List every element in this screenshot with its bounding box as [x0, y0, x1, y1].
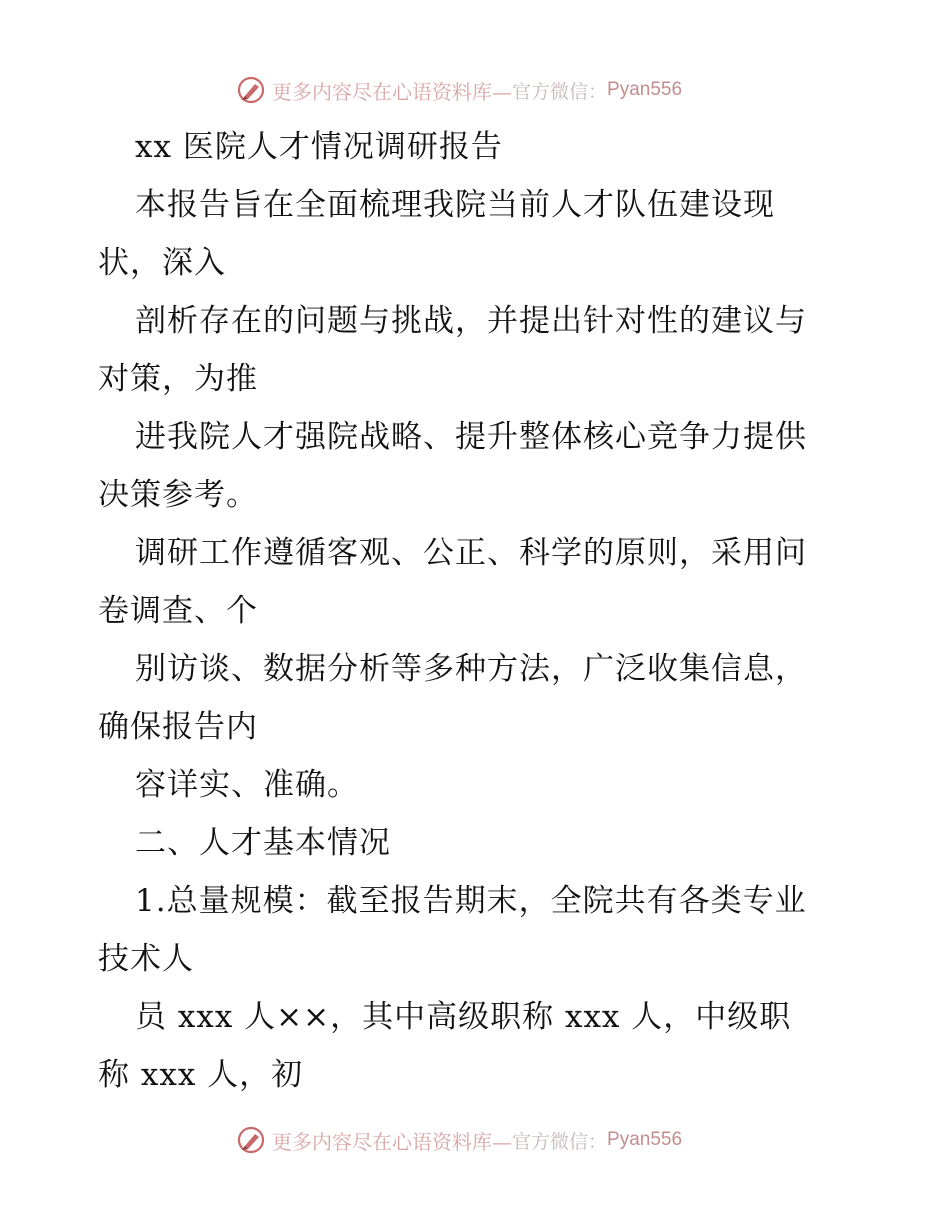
- paragraph-line: 称 xxx 人，初: [98, 1057, 304, 1093]
- watermark-text: 更多内容尽在心语资料库—: [272, 79, 512, 104]
- paragraph-line: 别访谈、数据分析等多种方法，广泛收集信息，: [135, 651, 807, 687]
- paragraph-line: 剖析存在的问题与挑战，并提出针对性的建议与: [135, 303, 807, 339]
- header-watermark: [236, 73, 682, 107]
- paragraph-line: 技术人: [98, 941, 194, 977]
- document-title: xx 医院人才情况调研报告: [135, 129, 503, 165]
- watermark-text: 更多内容尽在心语资料库—: [272, 1129, 512, 1154]
- pen-logo-icon: [236, 75, 266, 105]
- paragraph-line: 进我院人才强院战略、提升整体核心竞争力提供: [135, 419, 807, 455]
- paragraph-line: 调研工作遵循客观、公正、科学的原则，采用问: [135, 535, 807, 571]
- paragraph-line: 对策，为推: [98, 361, 258, 397]
- paragraph-line: 员 xxx 人××，其中高级职称 xxx 人，中级职: [135, 999, 792, 1035]
- pen-logo-icon: [236, 1125, 266, 1155]
- watermark-wechat-id: Pyan556: [607, 1129, 683, 1150]
- paragraph-line: 确保报告内: [98, 709, 258, 745]
- document-body: [98, 118, 858, 1104]
- paragraph-line: 1.总量规模：截至报告期末，全院共有各类专业: [135, 883, 807, 919]
- watermark-wechat-id: Pyan556: [607, 79, 683, 100]
- section-heading: 二、人才基本情况: [135, 825, 391, 861]
- paragraph-line: 状，深入: [98, 245, 226, 281]
- watermark-wechat-label: 官方微信：: [512, 1130, 608, 1153]
- footer-watermark: [236, 1123, 682, 1157]
- paragraph-line: 本报告旨在全面梳理我院当前人才队伍建设现: [135, 187, 775, 223]
- paragraph-line: 决策参考。: [98, 477, 258, 513]
- paragraph-line: 卷调查、个: [98, 593, 258, 629]
- paragraph-line: 容详实、准确。: [135, 767, 359, 803]
- watermark-wechat-label: 官方微信：: [512, 80, 608, 103]
